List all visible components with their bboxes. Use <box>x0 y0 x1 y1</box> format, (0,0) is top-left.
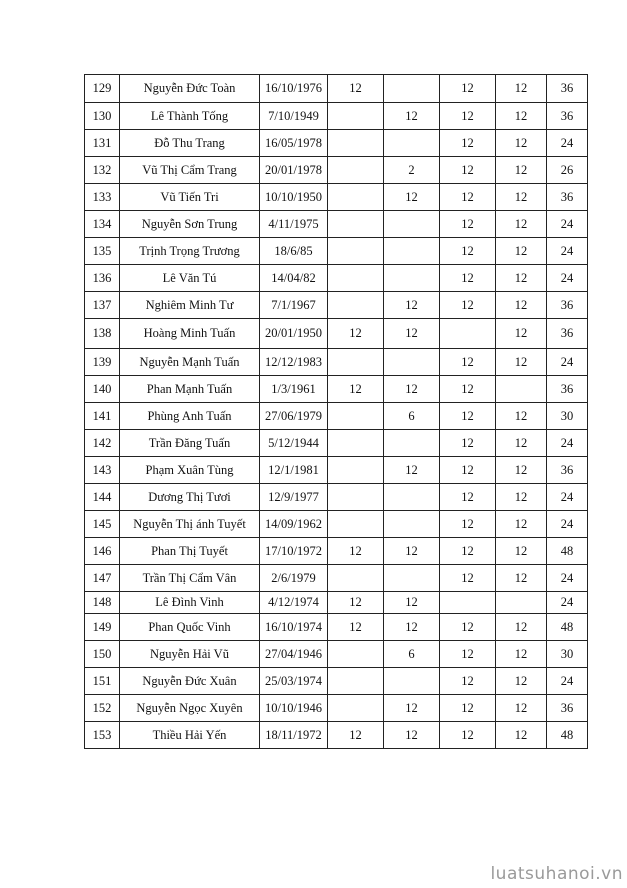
cell-score-col-2: 12 <box>384 695 440 722</box>
cell-score-col-1: 12 <box>328 592 384 614</box>
cell-score-col-2: 12 <box>384 457 440 484</box>
cell-birth-date: 27/06/1979 <box>260 403 328 430</box>
cell-score-col-4: 12 <box>496 484 547 511</box>
cell-total-score: 24 <box>547 130 588 157</box>
table-row <box>85 641 588 668</box>
cell-total-score: 26 <box>547 157 588 184</box>
table-row <box>85 457 588 484</box>
cell-full-name: Phùng Anh Tuấn <box>120 403 260 430</box>
cell-full-name: Nguyễn Hải Vũ <box>120 641 260 668</box>
cell-full-name: Lê Đình Vinh <box>120 592 260 614</box>
cell-score-col-4: 12 <box>496 722 547 749</box>
cell-total-score: 48 <box>547 614 588 641</box>
cell-score-col-3: 12 <box>440 614 496 641</box>
cell-score-col-1 <box>328 695 384 722</box>
cell-score-col-2: 12 <box>384 184 440 211</box>
cell-total-score: 24 <box>547 565 588 592</box>
cell-score-col-1 <box>328 641 384 668</box>
cell-total-score: 24 <box>547 211 588 238</box>
cell-score-col-2: 12 <box>384 538 440 565</box>
cell-total-score: 30 <box>547 641 588 668</box>
cell-score-col-4: 12 <box>496 430 547 457</box>
cell-score-col-1: 12 <box>328 376 384 403</box>
cell-full-name: Nguyễn Mạnh Tuấn <box>120 349 260 376</box>
cell-score-col-4: 12 <box>496 565 547 592</box>
cell-total-score: 36 <box>547 376 588 403</box>
cell-score-col-3: 12 <box>440 457 496 484</box>
cell-score-col-1 <box>328 184 384 211</box>
cell-birth-date: 14/09/1962 <box>260 511 328 538</box>
cell-score-col-3: 12 <box>440 211 496 238</box>
cell-score-col-1 <box>328 565 384 592</box>
cell-score-col-2 <box>384 130 440 157</box>
cell-row-number: 137 <box>85 292 120 319</box>
cell-score-col-2 <box>384 75 440 103</box>
table-row <box>85 319 588 349</box>
cell-total-score: 30 <box>547 403 588 430</box>
cell-score-col-4: 12 <box>496 641 547 668</box>
cell-total-score: 36 <box>547 457 588 484</box>
cell-score-col-1 <box>328 668 384 695</box>
cell-row-number: 129 <box>85 75 120 103</box>
table-row <box>85 403 588 430</box>
cell-row-number: 139 <box>85 349 120 376</box>
cell-score-col-1: 12 <box>328 722 384 749</box>
cell-full-name: Nguyễn Sơn Trung <box>120 211 260 238</box>
cell-score-col-2: 12 <box>384 319 440 349</box>
cell-score-col-3: 12 <box>440 511 496 538</box>
cell-score-col-4: 12 <box>496 157 547 184</box>
cell-total-score: 24 <box>547 349 588 376</box>
table-row <box>85 265 588 292</box>
cell-birth-date: 16/10/1976 <box>260 75 328 103</box>
cell-birth-date: 7/10/1949 <box>260 103 328 130</box>
cell-score-col-3: 12 <box>440 103 496 130</box>
table-row <box>85 238 588 265</box>
cell-total-score: 36 <box>547 103 588 130</box>
cell-score-col-3: 12 <box>440 75 496 103</box>
cell-score-col-1: 12 <box>328 538 384 565</box>
cell-score-col-4: 12 <box>496 319 547 349</box>
cell-row-number: 147 <box>85 565 120 592</box>
cell-total-score: 24 <box>547 668 588 695</box>
cell-row-number: 153 <box>85 722 120 749</box>
cell-full-name: Đỗ Thu Trang <box>120 130 260 157</box>
cell-score-col-2: 2 <box>384 157 440 184</box>
cell-birth-date: 10/10/1946 <box>260 695 328 722</box>
cell-score-col-3: 12 <box>440 565 496 592</box>
table-row <box>85 292 588 319</box>
cell-score-col-1 <box>328 265 384 292</box>
cell-total-score: 24 <box>547 511 588 538</box>
cell-score-col-2: 12 <box>384 376 440 403</box>
cell-birth-date: 27/04/1946 <box>260 641 328 668</box>
cell-score-col-2 <box>384 349 440 376</box>
cell-row-number: 141 <box>85 403 120 430</box>
table-row <box>85 349 588 376</box>
cell-score-col-3: 12 <box>440 238 496 265</box>
table-row <box>85 130 588 157</box>
cell-score-col-2: 12 <box>384 614 440 641</box>
cell-score-col-3: 12 <box>440 403 496 430</box>
cell-row-number: 148 <box>85 592 120 614</box>
cell-score-col-2 <box>384 668 440 695</box>
table-row <box>85 668 588 695</box>
table-row <box>85 430 588 457</box>
cell-score-col-3 <box>440 592 496 614</box>
document-table-wrapper <box>84 74 587 749</box>
cell-birth-date: 10/10/1950 <box>260 184 328 211</box>
cell-total-score: 36 <box>547 292 588 319</box>
table-row <box>85 592 588 614</box>
cell-full-name: Phan Thị Tuyết <box>120 538 260 565</box>
cell-score-col-3: 12 <box>440 349 496 376</box>
cell-full-name: Trịnh Trọng Trương <box>120 238 260 265</box>
cell-score-col-1 <box>328 430 384 457</box>
watermark-text: luatsuhanoi.vn <box>490 864 623 884</box>
cell-full-name: Thiều Hải Yến <box>120 722 260 749</box>
cell-score-col-2 <box>384 484 440 511</box>
cell-birth-date: 16/05/1978 <box>260 130 328 157</box>
cell-score-col-2 <box>384 238 440 265</box>
cell-birth-date: 5/12/1944 <box>260 430 328 457</box>
cell-row-number: 143 <box>85 457 120 484</box>
cell-full-name: Vũ Tiến Tri <box>120 184 260 211</box>
cell-birth-date: 14/04/82 <box>260 265 328 292</box>
cell-score-col-4: 12 <box>496 668 547 695</box>
cell-row-number: 138 <box>85 319 120 349</box>
cell-score-col-2: 6 <box>384 641 440 668</box>
cell-total-score: 48 <box>547 722 588 749</box>
cell-score-col-4: 12 <box>496 184 547 211</box>
table-row <box>85 565 588 592</box>
table-row <box>85 211 588 238</box>
cell-score-col-4: 12 <box>496 614 547 641</box>
table-row <box>85 484 588 511</box>
cell-score-col-2 <box>384 265 440 292</box>
cell-score-col-3: 12 <box>440 157 496 184</box>
cell-score-col-3 <box>440 319 496 349</box>
cell-score-col-4: 12 <box>496 238 547 265</box>
cell-score-col-1 <box>328 484 384 511</box>
cell-full-name: Phan Mạnh Tuấn <box>120 376 260 403</box>
cell-birth-date: 2/6/1979 <box>260 565 328 592</box>
table-row <box>85 614 588 641</box>
cell-score-col-1 <box>328 292 384 319</box>
table-row <box>85 695 588 722</box>
cell-birth-date: 4/12/1974 <box>260 592 328 614</box>
cell-score-col-2: 12 <box>384 592 440 614</box>
cell-total-score: 36 <box>547 695 588 722</box>
cell-row-number: 144 <box>85 484 120 511</box>
cell-full-name: Dương Thị Tươi <box>120 484 260 511</box>
cell-row-number: 151 <box>85 668 120 695</box>
cell-full-name: Lê Thành Tống <box>120 103 260 130</box>
cell-score-col-2 <box>384 211 440 238</box>
cell-score-col-1 <box>328 457 384 484</box>
cell-score-col-3: 12 <box>440 430 496 457</box>
cell-score-col-3: 12 <box>440 130 496 157</box>
cell-full-name: Nghiêm Minh Tư <box>120 292 260 319</box>
cell-full-name: Phạm Xuân Tùng <box>120 457 260 484</box>
cell-score-col-4 <box>496 592 547 614</box>
table-row <box>85 157 588 184</box>
table-row <box>85 376 588 403</box>
cell-score-col-2 <box>384 511 440 538</box>
cell-birth-date: 20/01/1950 <box>260 319 328 349</box>
cell-score-col-2 <box>384 430 440 457</box>
cell-full-name: Nguyễn Thị ánh Tuyết <box>120 511 260 538</box>
cell-score-col-4: 12 <box>496 103 547 130</box>
cell-total-score: 36 <box>547 319 588 349</box>
cell-score-col-4: 12 <box>496 130 547 157</box>
cell-row-number: 149 <box>85 614 120 641</box>
cell-score-col-1: 12 <box>328 75 384 103</box>
cell-row-number: 142 <box>85 430 120 457</box>
cell-score-col-3: 12 <box>440 641 496 668</box>
cell-row-number: 133 <box>85 184 120 211</box>
cell-full-name: Nguyễn Đức Toàn <box>120 75 260 103</box>
cell-birth-date: 20/01/1978 <box>260 157 328 184</box>
cell-row-number: 152 <box>85 695 120 722</box>
cell-score-col-2: 6 <box>384 403 440 430</box>
cell-score-col-2 <box>384 565 440 592</box>
table-row <box>85 184 588 211</box>
cell-score-col-3: 12 <box>440 292 496 319</box>
cell-score-col-1: 12 <box>328 614 384 641</box>
cell-score-col-4: 12 <box>496 457 547 484</box>
cell-total-score: 48 <box>547 538 588 565</box>
cell-score-col-1: 12 <box>328 319 384 349</box>
table-row <box>85 511 588 538</box>
cell-score-col-1 <box>328 238 384 265</box>
table-row <box>85 538 588 565</box>
cell-birth-date: 18/11/1972 <box>260 722 328 749</box>
table-row <box>85 722 588 749</box>
cell-row-number: 134 <box>85 211 120 238</box>
cell-row-number: 140 <box>85 376 120 403</box>
table-body <box>85 75 588 749</box>
cell-score-col-4: 12 <box>496 75 547 103</box>
cell-total-score: 24 <box>547 265 588 292</box>
cell-full-name: Trần Đăng Tuấn <box>120 430 260 457</box>
member-score-table <box>84 74 588 749</box>
table-row <box>85 75 588 103</box>
cell-score-col-3: 12 <box>440 265 496 292</box>
cell-score-col-1 <box>328 349 384 376</box>
cell-birth-date: 12/1/1981 <box>260 457 328 484</box>
cell-birth-date: 16/10/1974 <box>260 614 328 641</box>
cell-birth-date: 12/12/1983 <box>260 349 328 376</box>
cell-score-col-4: 12 <box>496 403 547 430</box>
cell-full-name: Lê Văn Tú <box>120 265 260 292</box>
cell-score-col-3: 12 <box>440 722 496 749</box>
cell-birth-date: 12/9/1977 <box>260 484 328 511</box>
cell-full-name: Nguyễn Ngọc Xuyên <box>120 695 260 722</box>
cell-row-number: 130 <box>85 103 120 130</box>
cell-full-name: Hoàng Minh Tuấn <box>120 319 260 349</box>
cell-full-name: Vũ Thị Cẩm Trang <box>120 157 260 184</box>
cell-birth-date: 4/11/1975 <box>260 211 328 238</box>
cell-score-col-1 <box>328 511 384 538</box>
cell-score-col-4: 12 <box>496 349 547 376</box>
cell-score-col-1 <box>328 157 384 184</box>
cell-total-score: 24 <box>547 430 588 457</box>
cell-score-col-2: 12 <box>384 292 440 319</box>
cell-total-score: 24 <box>547 238 588 265</box>
cell-score-col-2: 12 <box>384 103 440 130</box>
cell-score-col-2: 12 <box>384 722 440 749</box>
cell-score-col-3: 12 <box>440 184 496 211</box>
cell-total-score: 36 <box>547 75 588 103</box>
cell-row-number: 132 <box>85 157 120 184</box>
cell-score-col-3: 12 <box>440 695 496 722</box>
cell-score-col-4: 12 <box>496 511 547 538</box>
cell-row-number: 136 <box>85 265 120 292</box>
cell-birth-date: 1/3/1961 <box>260 376 328 403</box>
cell-birth-date: 7/1/1967 <box>260 292 328 319</box>
cell-score-col-4: 12 <box>496 211 547 238</box>
cell-score-col-3: 12 <box>440 538 496 565</box>
cell-score-col-1 <box>328 103 384 130</box>
cell-score-col-4 <box>496 376 547 403</box>
cell-score-col-1 <box>328 130 384 157</box>
table-row <box>85 103 588 130</box>
cell-birth-date: 25/03/1974 <box>260 668 328 695</box>
cell-score-col-3: 12 <box>440 484 496 511</box>
cell-score-col-4: 12 <box>496 538 547 565</box>
cell-total-score: 36 <box>547 184 588 211</box>
cell-score-col-4: 12 <box>496 292 547 319</box>
cell-full-name: Nguyễn Đức Xuân <box>120 668 260 695</box>
cell-total-score: 24 <box>547 592 588 614</box>
cell-score-col-1 <box>328 403 384 430</box>
cell-score-col-4: 12 <box>496 265 547 292</box>
cell-row-number: 131 <box>85 130 120 157</box>
cell-birth-date: 17/10/1972 <box>260 538 328 565</box>
cell-row-number: 146 <box>85 538 120 565</box>
cell-row-number: 150 <box>85 641 120 668</box>
cell-total-score: 24 <box>547 484 588 511</box>
cell-full-name: Phan Quốc Vinh <box>120 614 260 641</box>
cell-row-number: 145 <box>85 511 120 538</box>
cell-score-col-1 <box>328 211 384 238</box>
cell-row-number: 135 <box>85 238 120 265</box>
cell-score-col-3: 12 <box>440 668 496 695</box>
cell-score-col-4: 12 <box>496 695 547 722</box>
cell-score-col-3: 12 <box>440 376 496 403</box>
cell-full-name: Trần Thị Cẩm Vân <box>120 565 260 592</box>
cell-birth-date: 18/6/85 <box>260 238 328 265</box>
